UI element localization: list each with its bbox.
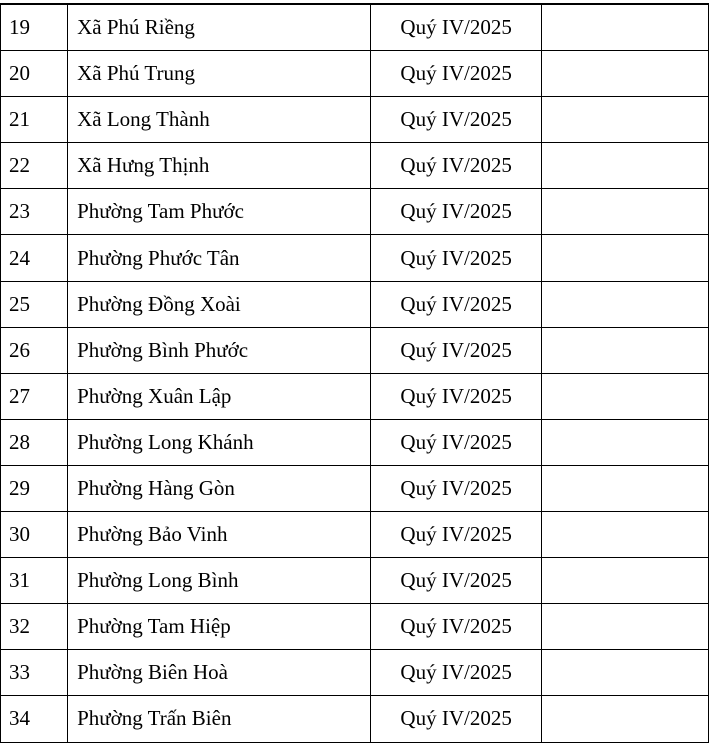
- note-cell: [541, 512, 708, 558]
- table-row: [1, 235, 709, 281]
- row-number-cell: 25: [1, 281, 68, 327]
- ward-name-cell: Xã Long Thành: [68, 97, 371, 143]
- row-number-cell: 28: [1, 419, 68, 465]
- ward-name-cell: Phường Tam Phước: [68, 189, 371, 235]
- note-cell: [541, 373, 708, 419]
- note-cell: [541, 97, 708, 143]
- ward-name-cell: Phường Xuân Lập: [68, 373, 371, 419]
- row-number-cell: 20: [1, 51, 68, 97]
- note-cell: [541, 5, 708, 51]
- ward-name-cell: Phường Long Bình: [68, 558, 371, 604]
- ward-name-cell: Phường Tam Hiệp: [68, 604, 371, 650]
- note-cell: [541, 281, 708, 327]
- ward-name-cell: Xã Hưng Thịnh: [68, 143, 371, 189]
- note-cell: [541, 558, 708, 604]
- completion-time-cell: Quý IV/2025: [371, 604, 542, 650]
- completion-time-cell: Quý IV/2025: [371, 143, 542, 189]
- table-row: [1, 419, 709, 465]
- completion-time-cell: Quý IV/2025: [371, 373, 542, 419]
- ward-name-cell: Phường Hàng Gòn: [68, 465, 371, 511]
- table-body: [1, 5, 709, 743]
- table-row: [1, 281, 709, 327]
- table-row: [1, 97, 709, 143]
- note-cell: [541, 604, 708, 650]
- ward-name-cell: Phường Phước Tân: [68, 235, 371, 281]
- ward-name-cell: Xã Phú Riềng: [68, 5, 371, 51]
- row-number-cell: 22: [1, 143, 68, 189]
- completion-time-cell: Quý IV/2025: [371, 281, 542, 327]
- table-row: [1, 5, 709, 51]
- table-row: [1, 327, 709, 373]
- row-number-cell: 24: [1, 235, 68, 281]
- completion-time-cell: Quý IV/2025: [371, 189, 542, 235]
- table-row: [1, 650, 709, 696]
- row-number-cell: 31: [1, 558, 68, 604]
- row-number-cell: 29: [1, 465, 68, 511]
- note-cell: [541, 650, 708, 696]
- ward-name-cell: Xã Phú Trung: [68, 51, 371, 97]
- table-row: [1, 51, 709, 97]
- row-number-cell: 21: [1, 97, 68, 143]
- completion-time-cell: Quý IV/2025: [371, 512, 542, 558]
- table-row: [1, 696, 709, 742]
- row-number-cell: 30: [1, 512, 68, 558]
- row-number-cell: 26: [1, 327, 68, 373]
- table-row: [1, 512, 709, 558]
- note-cell: [541, 189, 708, 235]
- ward-name-cell: Phường Đồng Xoài: [68, 281, 371, 327]
- completion-time-cell: Quý IV/2025: [371, 5, 542, 51]
- commune-schedule-table: [0, 4, 709, 743]
- note-cell: [541, 143, 708, 189]
- completion-time-cell: Quý IV/2025: [371, 235, 542, 281]
- ward-name-cell: Phường Trấn Biên: [68, 696, 371, 742]
- table-row: [1, 465, 709, 511]
- row-number-cell: 34: [1, 696, 68, 742]
- table-row: [1, 604, 709, 650]
- note-cell: [541, 235, 708, 281]
- note-cell: [541, 465, 708, 511]
- completion-time-cell: Quý IV/2025: [371, 650, 542, 696]
- completion-time-cell: Quý IV/2025: [371, 97, 542, 143]
- table-row: [1, 143, 709, 189]
- row-number-cell: 33: [1, 650, 68, 696]
- completion-time-cell: Quý IV/2025: [371, 696, 542, 742]
- completion-time-cell: Quý IV/2025: [371, 419, 542, 465]
- row-number-cell: 19: [1, 5, 68, 51]
- note-cell: [541, 51, 708, 97]
- completion-time-cell: Quý IV/2025: [371, 51, 542, 97]
- note-cell: [541, 696, 708, 742]
- completion-time-cell: Quý IV/2025: [371, 465, 542, 511]
- ward-name-cell: Phường Bảo Vinh: [68, 512, 371, 558]
- note-cell: [541, 419, 708, 465]
- table-row: [1, 189, 709, 235]
- table-row: [1, 558, 709, 604]
- row-number-cell: 27: [1, 373, 68, 419]
- ward-name-cell: Phường Bình Phước: [68, 327, 371, 373]
- completion-time-cell: Quý IV/2025: [371, 327, 542, 373]
- table-row: [1, 373, 709, 419]
- ward-name-cell: Phường Long Khánh: [68, 419, 371, 465]
- ward-name-cell: Phường Biên Hoà: [68, 650, 371, 696]
- completion-time-cell: Quý IV/2025: [371, 558, 542, 604]
- row-number-cell: 32: [1, 604, 68, 650]
- note-cell: [541, 327, 708, 373]
- row-number-cell: 23: [1, 189, 68, 235]
